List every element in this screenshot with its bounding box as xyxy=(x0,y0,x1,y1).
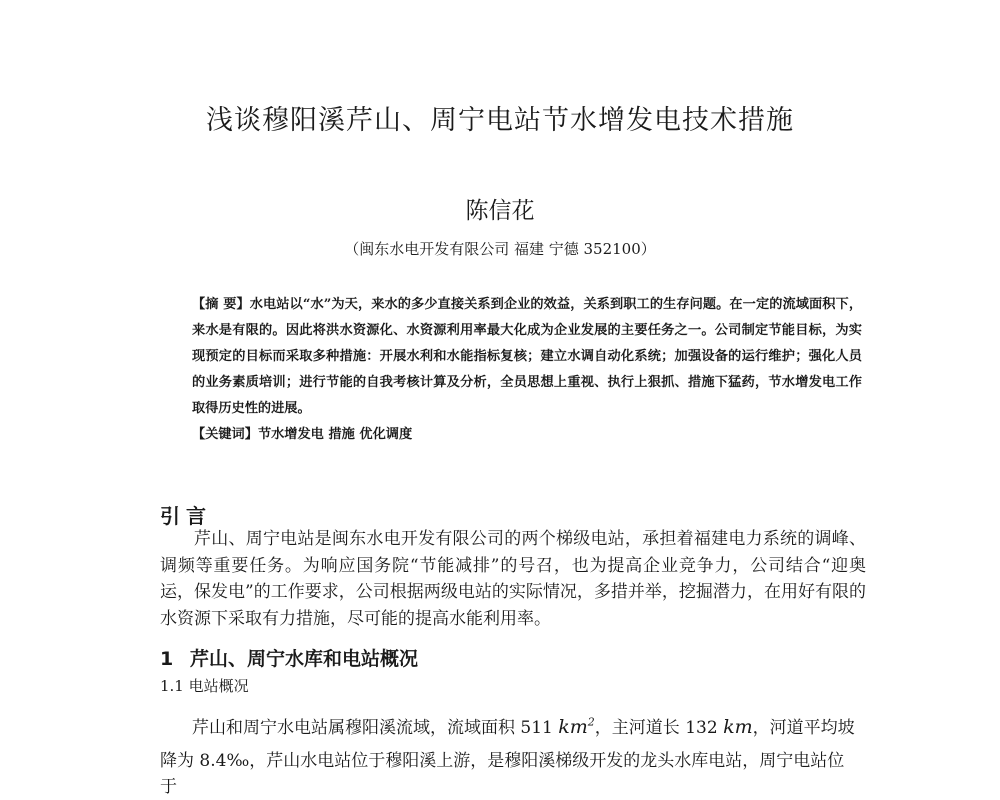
unit-area-base: km xyxy=(558,716,588,738)
intro-paragraph: 芹山、周宁电站是闽东水电开发有限公司的两个梯级电站，承担着福建电力系统的调峰、调频等重要任务。为响应国务院“节能减排”的号召，也为提高企业竞争力，公司结合“迎奥运，保发电”的工作要求，公司根据两级电站的实际情况，多措并举，挖掘潜力，在用好有限的水资源下采取有力措施，尽可能的提高水能利用率。 xyxy=(160,529,866,629)
abstract-paragraph xyxy=(192,292,862,422)
para2-middle: ，主河道长 132 xyxy=(594,718,718,738)
section-1-heading xyxy=(160,644,418,671)
unit-area xyxy=(558,716,595,738)
affiliation: （闽东水电开发有限公司 福建 宁德 352100） xyxy=(344,240,656,258)
intro-body xyxy=(160,526,866,632)
author-name: 陈信花 xyxy=(465,198,535,224)
unit-length: km xyxy=(723,716,753,738)
abstract-label: 【摘 要】 xyxy=(192,297,250,312)
para2-before: 芹山和周宁水电站属穆阳溪流域，流域面积 511 xyxy=(192,718,553,738)
paper-title: 浅谈穆阳溪芹山、周宁电站节水增发电技术措施 xyxy=(206,105,794,136)
section-1-1-heading: 1.1 电站概况 xyxy=(160,677,249,695)
para2-after: ，河道平均坡 xyxy=(752,718,855,738)
keywords-line xyxy=(192,422,862,448)
unit-area-exponent: 2 xyxy=(587,715,595,729)
keywords-text: 节水增发电 措施 优化调度 xyxy=(257,427,413,442)
cut-off-text: 降为 8.4‰，芹山水电站位于穆阳溪上游，是穆阳溪梯级开发的龙头水库电站，周宁电站位于 xyxy=(160,751,845,797)
section-1-title: 芹山、周宁水库和电站概况 xyxy=(190,648,419,670)
section-1-1-paragraph xyxy=(192,713,866,738)
keywords-label: 【关键词】 xyxy=(192,427,258,442)
intro-heading: 引言 xyxy=(160,504,212,528)
section-1-number: 1 xyxy=(160,648,174,670)
cut-off-line xyxy=(160,748,860,797)
abstract-text: 水电站以“水”为天，来水的多少直接关系到企业的效益，关系到职工的生存问题。在一定的流域面积下，来水是有限的。因此将洪水资源化、水资源利用率最大化成为企业发展的主要任务之一。公司制定节能目标，为实现预定的目标而采取多种措施：开展水利和水能指标复核；建立水调自动化系统；加强设备的运行维护；强化人员的业务素质培训；进行节能的自我考核计算及分析，全员思想上重视、执行上狠抓、措施下猛药，节水增发电工作取得历史性的进展。 xyxy=(192,297,863,416)
abstract-block xyxy=(192,292,862,448)
